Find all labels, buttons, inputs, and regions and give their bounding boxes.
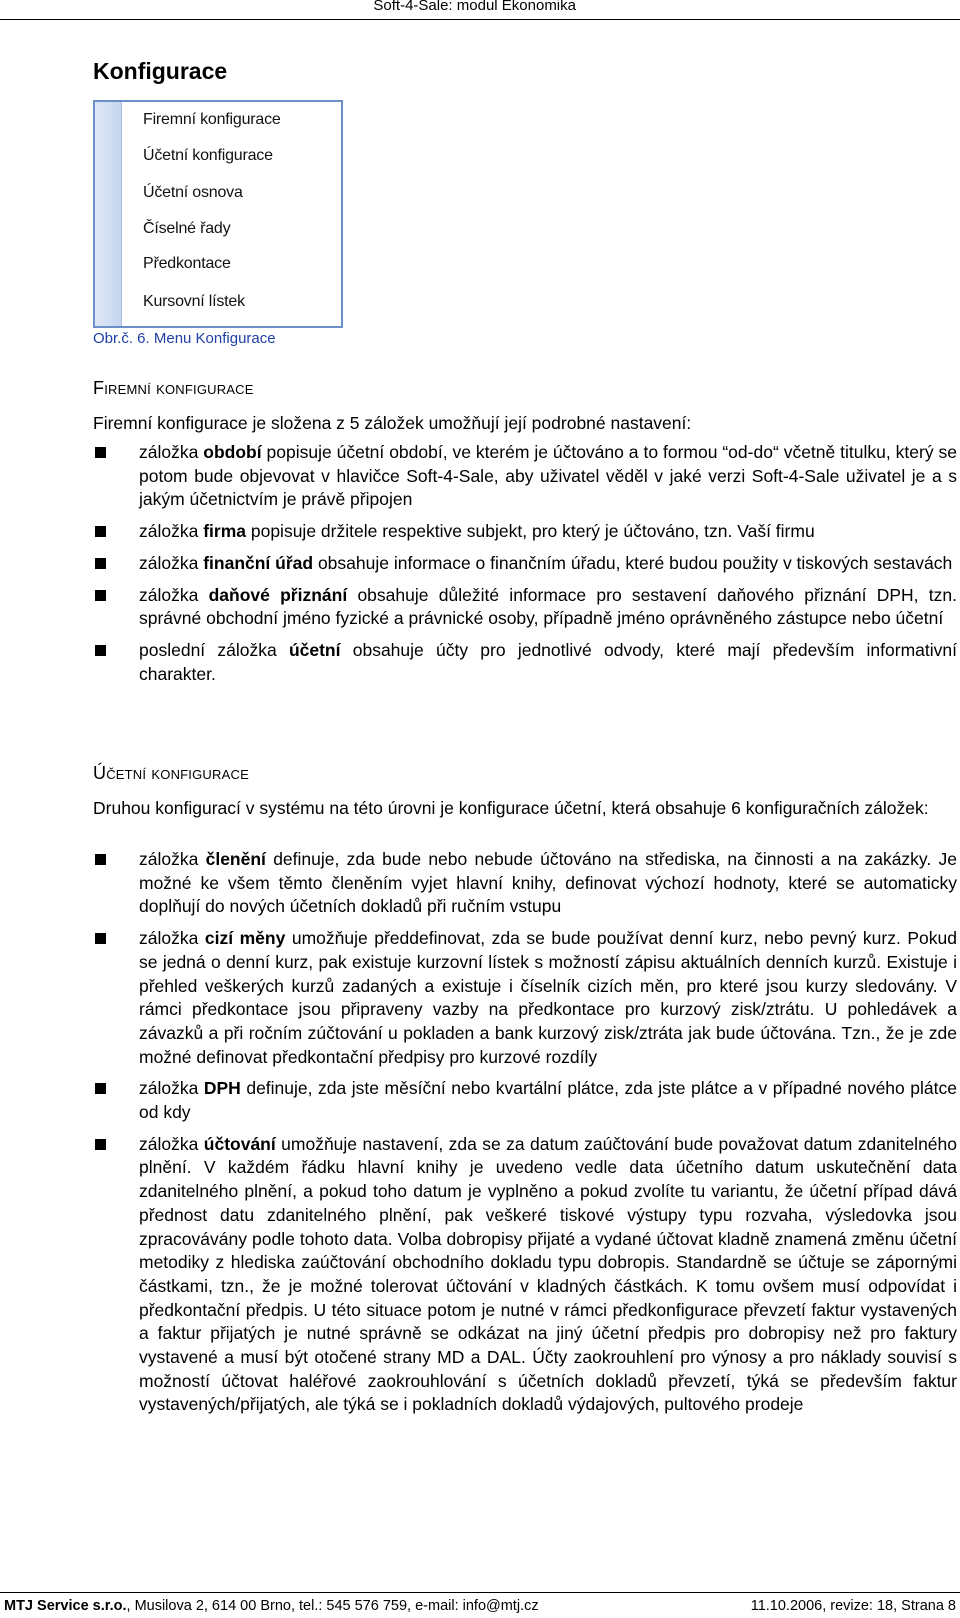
item-description: obsahuje důležité informace pro sestavení daňového přiznání DPH, tzn. správné obchodní jméno fyzické a právnické osoby, případně jméno oprávněného zástupce nebo účetní [139,584,957,629]
item-prefix: záložka [139,928,205,949]
menu-item-firemni-konfigurace: Firemní konfigurace [143,111,281,128]
item-description: definuje, zda jste měsíční nebo kvartální plátce, zda jste plátce a v případné nového plátce od kdy [139,1078,957,1123]
list-item [93,1077,957,1124]
menu-item-predkontace: Předkontace [143,255,231,272]
item-prefix: záložka [139,442,204,462]
item-prefix: záložka [139,552,204,573]
page-footer [0,1592,960,1618]
list-item [93,848,957,919]
bullet-square-icon [95,854,106,865]
footer-address: , Musilova 2, 614 00 Brno, tel.: 545 576 759, e-mail: info@mtj.cz [126,1598,539,1614]
footer-company: MTJ Service s.r.o. [4,1598,127,1614]
item-description: obsahuje informace o finančním úřadu, které budou použity v tiskových sestavách [313,552,953,573]
bullet-square-icon [95,1083,106,1094]
item-prefix: záložka [139,521,204,542]
bullet-square-icon [95,1139,106,1150]
list-item [93,927,957,1069]
section-heading-firemni: Firemní konfigurace [93,378,254,398]
menu-item-ciselne-rady: Číselné řady [143,220,231,237]
menu-item-ucetni-osnova: Účetní osnova [143,184,243,201]
item-description: umožňuje předdefinovat, zda se bude používat denní kurz, nebo pevný kurz. Pokud se jedná o denní kurz, pak existuje kurzovní lístek s možností zápisu aktuálních denních kurzů. Existuje i přehled veškerých kurzů zadaných a existuje i číselník cizích měn, pro které jsou kurzy sledovány. V rámci předkontace jsou připraveny vazby na předkontace pro kurzový zisk/ztrátu. U pohledávek a závazků a při ročním zúčtování u pokladen a bank kurzový zisk/ztráta jak bude účtována. Tzn., že je zde možné definovat předkontační předpisy pro kurzové rozdíly [139,928,957,1067]
section-intro-ucetni: Druhou konfigurací v systému na této úrovni je konfigurace účetní, která obsahuje 6 konfiguračních záložek: [93,798,929,818]
page-header [0,0,960,20]
ucetni-tabs-list [93,848,957,1425]
menu-item-kursovni-listek: Kursovní lístek [143,293,245,310]
bullet-square-icon [95,645,106,656]
bullet-square-icon [95,933,106,944]
section-heading-ucetni: Účetní konfigurace [93,763,249,783]
bullet-square-icon [95,590,106,601]
figure-caption: Obr.č. 6. Menu Konfigurace [93,330,276,347]
item-prefix: záložka [139,849,206,869]
item-tab-name: firma [203,521,246,542]
item-prefix: záložka [139,584,209,605]
item-tab-name: daňové přiznání [208,584,348,605]
item-tab-name: cizí měny [204,928,286,949]
bullet-square-icon [95,558,106,569]
item-description: umožňuje nastavení, zda se za datum zaúčtování bude považovat datum zdanitelného plnění. V každém řádku hlavní knihy je uvedeno vedle data účetního datum uskutečnění data zdanitelného plnění, a pokud toho datum je vyplněno a pokud zvolíte tu variantu, že účetní případ dává přednost datu zdanitelného plnění, pak veškeré tiskové výstupy typu rozvaha, výsledovka jsou zpracovávány podle tohoto data. Volba dobropisy přijaté a vydané účtovat kladně znamená změnu účetní metodiky z hlediska zaúčtování obchodního dokladu typu dobropis. Standardně se účtuje se zápornými částkami, tzn., že je možné tolerovat účtování v kladných částkách. K tomu ovšem musí odpovídat i předkontační předpis. U této situace potom je nutné v rámci předkonfigurace převzetí faktur vystavených a faktur přijatých je nutné správně se odkázat na jiný účetní předpis pro dobropisy než pro faktury vystavené a musí být otočené strany MD a DAL. Účty zaokrouhlení pro výnosy a pro náklady souvisí s možností účtovat haléřové zaokrouhlování s účetních dokladů převzetí, týká se především faktur vystavených/přijatých, ale týká se i pokladních dokladů výdajových, pultového prodeje [139,1133,957,1415]
bullet-square-icon [95,447,106,458]
item-prefix: poslední záložka [139,639,289,660]
page-title: Konfigurace [93,58,228,84]
item-tab-name: finanční úřad [203,552,314,573]
footer-page-info: 11.10.2006, revize: 18, Strana 8 [750,1598,956,1614]
firemni-tabs-list [93,441,957,694]
item-tab-name: účetní [288,639,341,660]
bullet-square-icon [95,526,106,537]
menu-icon-strip [95,102,122,326]
item-description: definuje, zda bude nebo nebude účtováno na střediska, na činnosti a na zakázky. Je možné ke všem těmto členěním vyjet hlavní knihy, definovat výchozí hodnoty, které se automaticky doplňují do nových účetních dokladů při ručním vstupu [139,849,957,917]
item-prefix: záložka [139,1078,204,1099]
item-description: popisuje účetní období, ve kterém je účtováno a to formou “od-do“ včetně titulku, který se potom bude objevovat v hlavičce Soft-4-Sale, aby uživatel věděl v jaké verzi Soft-4-Sale uživatel je a s jakým účetnictvím je právě připojen [139,442,957,510]
list-item [93,584,957,631]
item-tab-name: účtování [203,1133,276,1154]
item-prefix: záložka [139,1133,204,1154]
configuration-menu-figure [93,100,343,328]
item-tab-name: členění [205,849,266,869]
list-item [93,552,957,576]
item-description: obsahuje účty pro jednotlivé odvody, které mají především informativní charakter. [139,639,957,684]
item-tab-name: období [203,442,262,462]
list-item [93,520,957,544]
section-intro-firemni: Firemní konfigurace je složena z 5 záložek umožňují její podrobné nastavení: [93,413,692,433]
footer-contact [4,1594,539,1618]
list-item [93,441,957,512]
item-description: popisuje držitele respektive subjekt, pro který je účtováno, tzn. Vaší firmu [246,521,815,542]
list-item [93,1133,957,1417]
item-tab-name: DPH [203,1078,241,1099]
menu-item-ucetni-konfigurace: Účetní konfigurace [143,147,273,164]
document-title: Soft-4-Sale: modul Ekonomika [373,0,576,14]
list-item [93,639,957,686]
